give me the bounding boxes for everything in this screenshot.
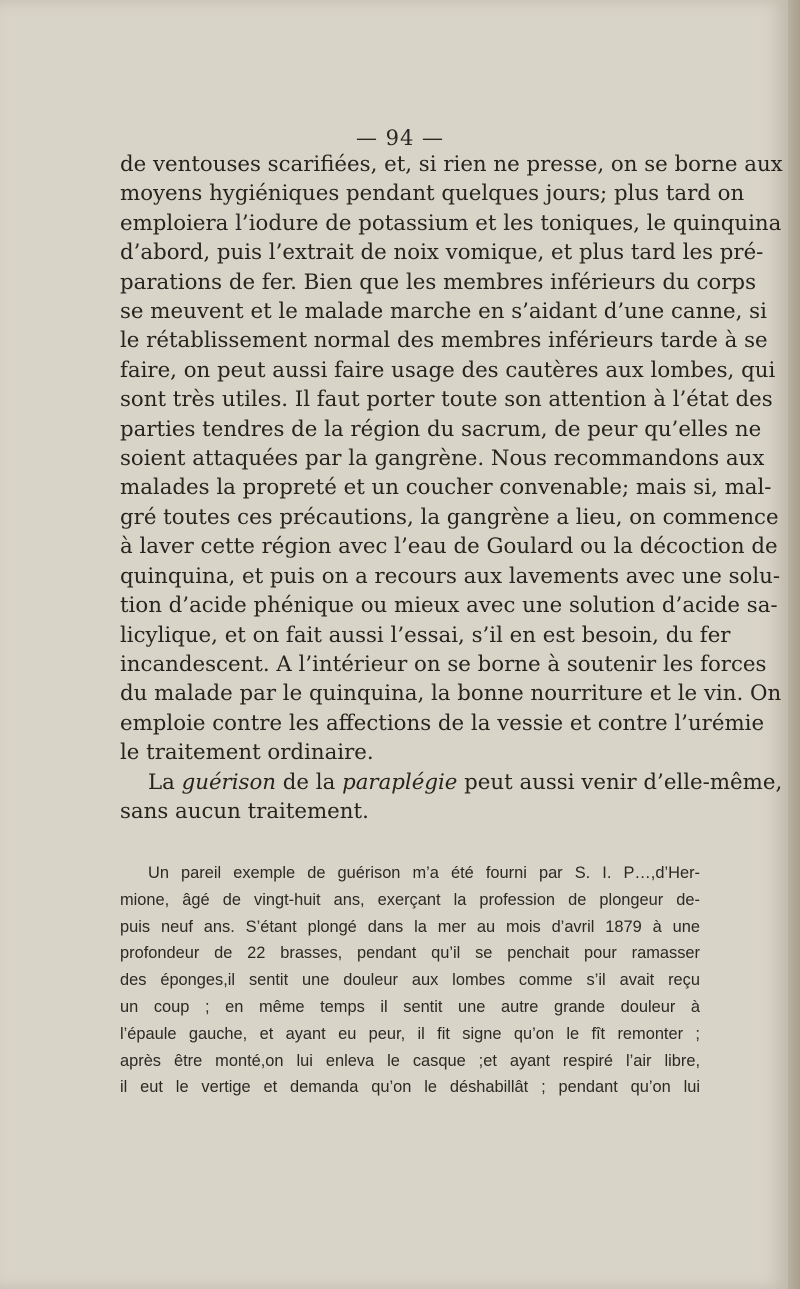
text-line (120, 768, 783, 797)
text-line: moyens hygiéniques pendant quelques jours; plus tard on (120, 181, 745, 207)
footnote (120, 860, 700, 1101)
text-line: du malade par le quinquina, la bonne nourriture et le vin. On (120, 681, 782, 707)
text-line: sont très utiles. Il faut porter toute son attention à l’état des (120, 387, 773, 413)
text-line: emploie contre les affections de la vessie et contre l’urémie (120, 710, 765, 736)
text-line: se meuvent et le malade marche en s’aidant d’une canne, si (120, 299, 767, 325)
text-fragment: La (148, 769, 182, 795)
footnote-line: après être monté,on lui enleva le casque ;et ayant respiré l’air libre, (120, 1051, 700, 1070)
text-fragment: peut aussi venir d’elle-même, (457, 769, 783, 795)
text-line: parations de fer. Bien que les membres inférieurs du corps (120, 269, 756, 295)
paragraph-2 (120, 768, 783, 827)
page-number: — 94 — (355, 126, 445, 150)
text-line: emploiera l’iodure de potassium et les toniques, le quinquina (120, 210, 782, 236)
main-text (120, 150, 783, 826)
text-line: gré toutes ces précautions, la gangrène a lieu, on commence (120, 504, 779, 530)
text-line: le traitement ordinaire. (120, 740, 374, 766)
footnote-line: des éponges,il sentit une douleur aux lombes comme s’il avait reçu (120, 971, 700, 990)
footnote-line: un coup ; en même temps il sentit une autre grande douleur à (120, 997, 700, 1016)
text-fragment: de la (276, 769, 343, 795)
text-line: tion d’acide phénique ou mieux avec une solution d’acide sa- (120, 593, 778, 619)
footnote-line: mione, âgé de vingt-huit ans, exerçant la profession de plongeur de- (120, 890, 700, 909)
footnote-line: il eut le vertige et demanda qu’on le déshabillât ; pendant qu’on lui (120, 1078, 700, 1097)
text-line: d’abord, puis l’extrait de noix vomique, et plus tard les pré- (120, 240, 764, 266)
text-line: de ventouses scarifiées, et, si rien ne presse, on se borne aux (120, 152, 783, 177)
page-edge (788, 0, 800, 1289)
text-line: le rétablissement normal des membres inférieurs tarde à se (120, 328, 768, 354)
text-line: à laver cette région avec l’eau de Goulard ou la décoction de (120, 534, 778, 560)
text-line: soient attaquées par la gangrène. Nous recommandons aux (120, 446, 765, 472)
footnote-line: Un pareil exemple de guérison m’a été fourni par S. I. P…,d’Her- (148, 864, 700, 882)
text-line: licylique, et on fait aussi l’essai, s’il en est besoin, du fer (120, 622, 731, 648)
text-line: quinquina, et puis on a recours aux lavements avec une solu- (120, 563, 781, 589)
footnote-line: profondeur de 22 brasses, pendant qu’il se penchait pour ramasser (120, 944, 700, 963)
italic-word: paraplégie (342, 769, 458, 795)
text-line: faire, on peut aussi faire usage des cautères aux lombes, qui (120, 357, 776, 383)
text-line: incandescent. A l’intérieur on se borne à soutenir les forces (120, 651, 767, 677)
paragraph-1 (120, 150, 783, 768)
text-line: parties tendres de la région du sacrum, de peur qu’elles ne (120, 416, 762, 442)
footnote-line: puis neuf ans. S’étant plongé dans la mer au mois d’avril 1879 à une (120, 917, 700, 936)
text-line: sans aucun traitement. (120, 798, 369, 824)
italic-word: guérison (181, 769, 277, 795)
text-line: malades la propreté et un coucher convenable; mais si, mal- (120, 475, 772, 501)
footnote-line: l’épaule gauche, et ayant eu peur, il fit signe qu’on le fît remonter ; (120, 1024, 700, 1043)
